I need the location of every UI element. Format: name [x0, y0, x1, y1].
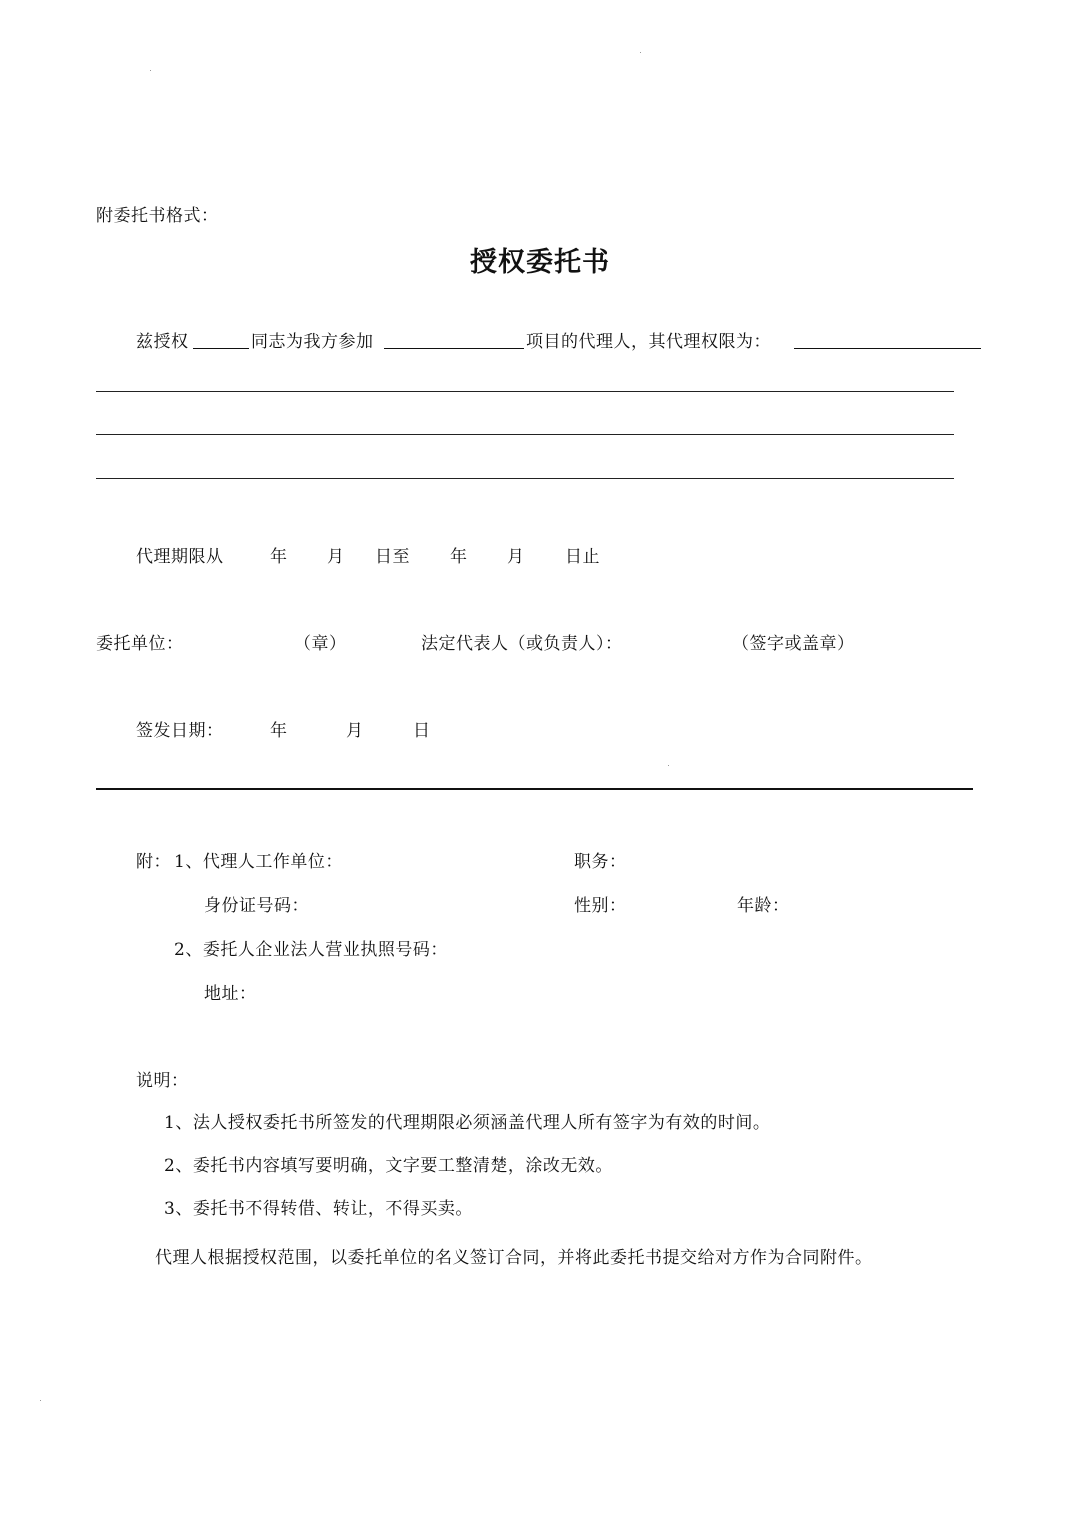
scan-speck: [40, 1400, 41, 1401]
appendix-prefix: 附：: [136, 852, 171, 872]
period-day-end: 日止: [565, 547, 600, 567]
document-title: 授权委托书: [470, 247, 610, 278]
format-note: 附委托书格式：: [96, 206, 219, 226]
business-license-label: 2、委托人企业法人营业执照号码：: [174, 940, 448, 960]
issue-date-label: 签发日期：: [136, 721, 224, 741]
scope-line-3[interactable]: [96, 478, 954, 479]
project-name-blank[interactable]: [384, 348, 524, 349]
address-label: 地址：: [204, 984, 257, 1004]
agent-work-unit-label: 1、代理人工作单位：: [174, 852, 343, 872]
period-year-2: 年: [450, 547, 468, 567]
scan-speck: [640, 52, 641, 53]
section-divider: [96, 788, 973, 790]
note-item: 3、委托书不得转借、转让，不得买卖。: [164, 1199, 473, 1219]
issue-year: 年: [270, 721, 288, 741]
id-number-label: 身份证号码：: [204, 896, 309, 916]
authorize-text: 兹授权: [136, 332, 189, 352]
period-month-1: 月: [327, 547, 345, 567]
scope-blank[interactable]: [794, 348, 981, 349]
scope-line-2[interactable]: [96, 434, 954, 435]
period-from-label: 代理期限从: [136, 547, 224, 567]
seal-label: （章）: [294, 634, 347, 654]
scope-line-1[interactable]: [96, 391, 954, 392]
period-month-2: 月: [507, 547, 525, 567]
comrade-text: 同志为我方参加: [251, 332, 374, 352]
issue-month: 月: [346, 721, 364, 741]
note-item: 1、法人授权委托书所签发的代理期限必须涵盖代理人所有签字为有效的时间。: [164, 1113, 771, 1133]
notes-heading: 说明：: [136, 1071, 189, 1091]
closing-statement: 代理人根据授权范围，以委托单位的名义签订合同，并将此委托书提交给对方作为合同附件。: [155, 1248, 873, 1268]
age-label: 年龄：: [737, 896, 790, 916]
issue-day: 日: [413, 721, 431, 741]
gender-label: 性别：: [574, 896, 627, 916]
legal-rep-label: 法定代表人（或负责人）：: [421, 634, 623, 654]
period-year-1: 年: [270, 547, 288, 567]
note-item: 2、委托书内容填写要明确，文字要工整清楚，涂改无效。: [164, 1156, 613, 1176]
agent-scope-text: 项目的代理人，其代理权限为：: [526, 332, 771, 352]
principal-unit-label: 委托单位：: [96, 634, 184, 654]
agent-name-blank[interactable]: [193, 348, 249, 349]
scan-speck: [150, 70, 151, 71]
period-day-to: 日至: [375, 547, 410, 567]
position-label: 职务：: [574, 852, 627, 872]
scan-speck: [668, 765, 669, 766]
sign-or-seal-label: （签字或盖章）: [732, 634, 855, 654]
